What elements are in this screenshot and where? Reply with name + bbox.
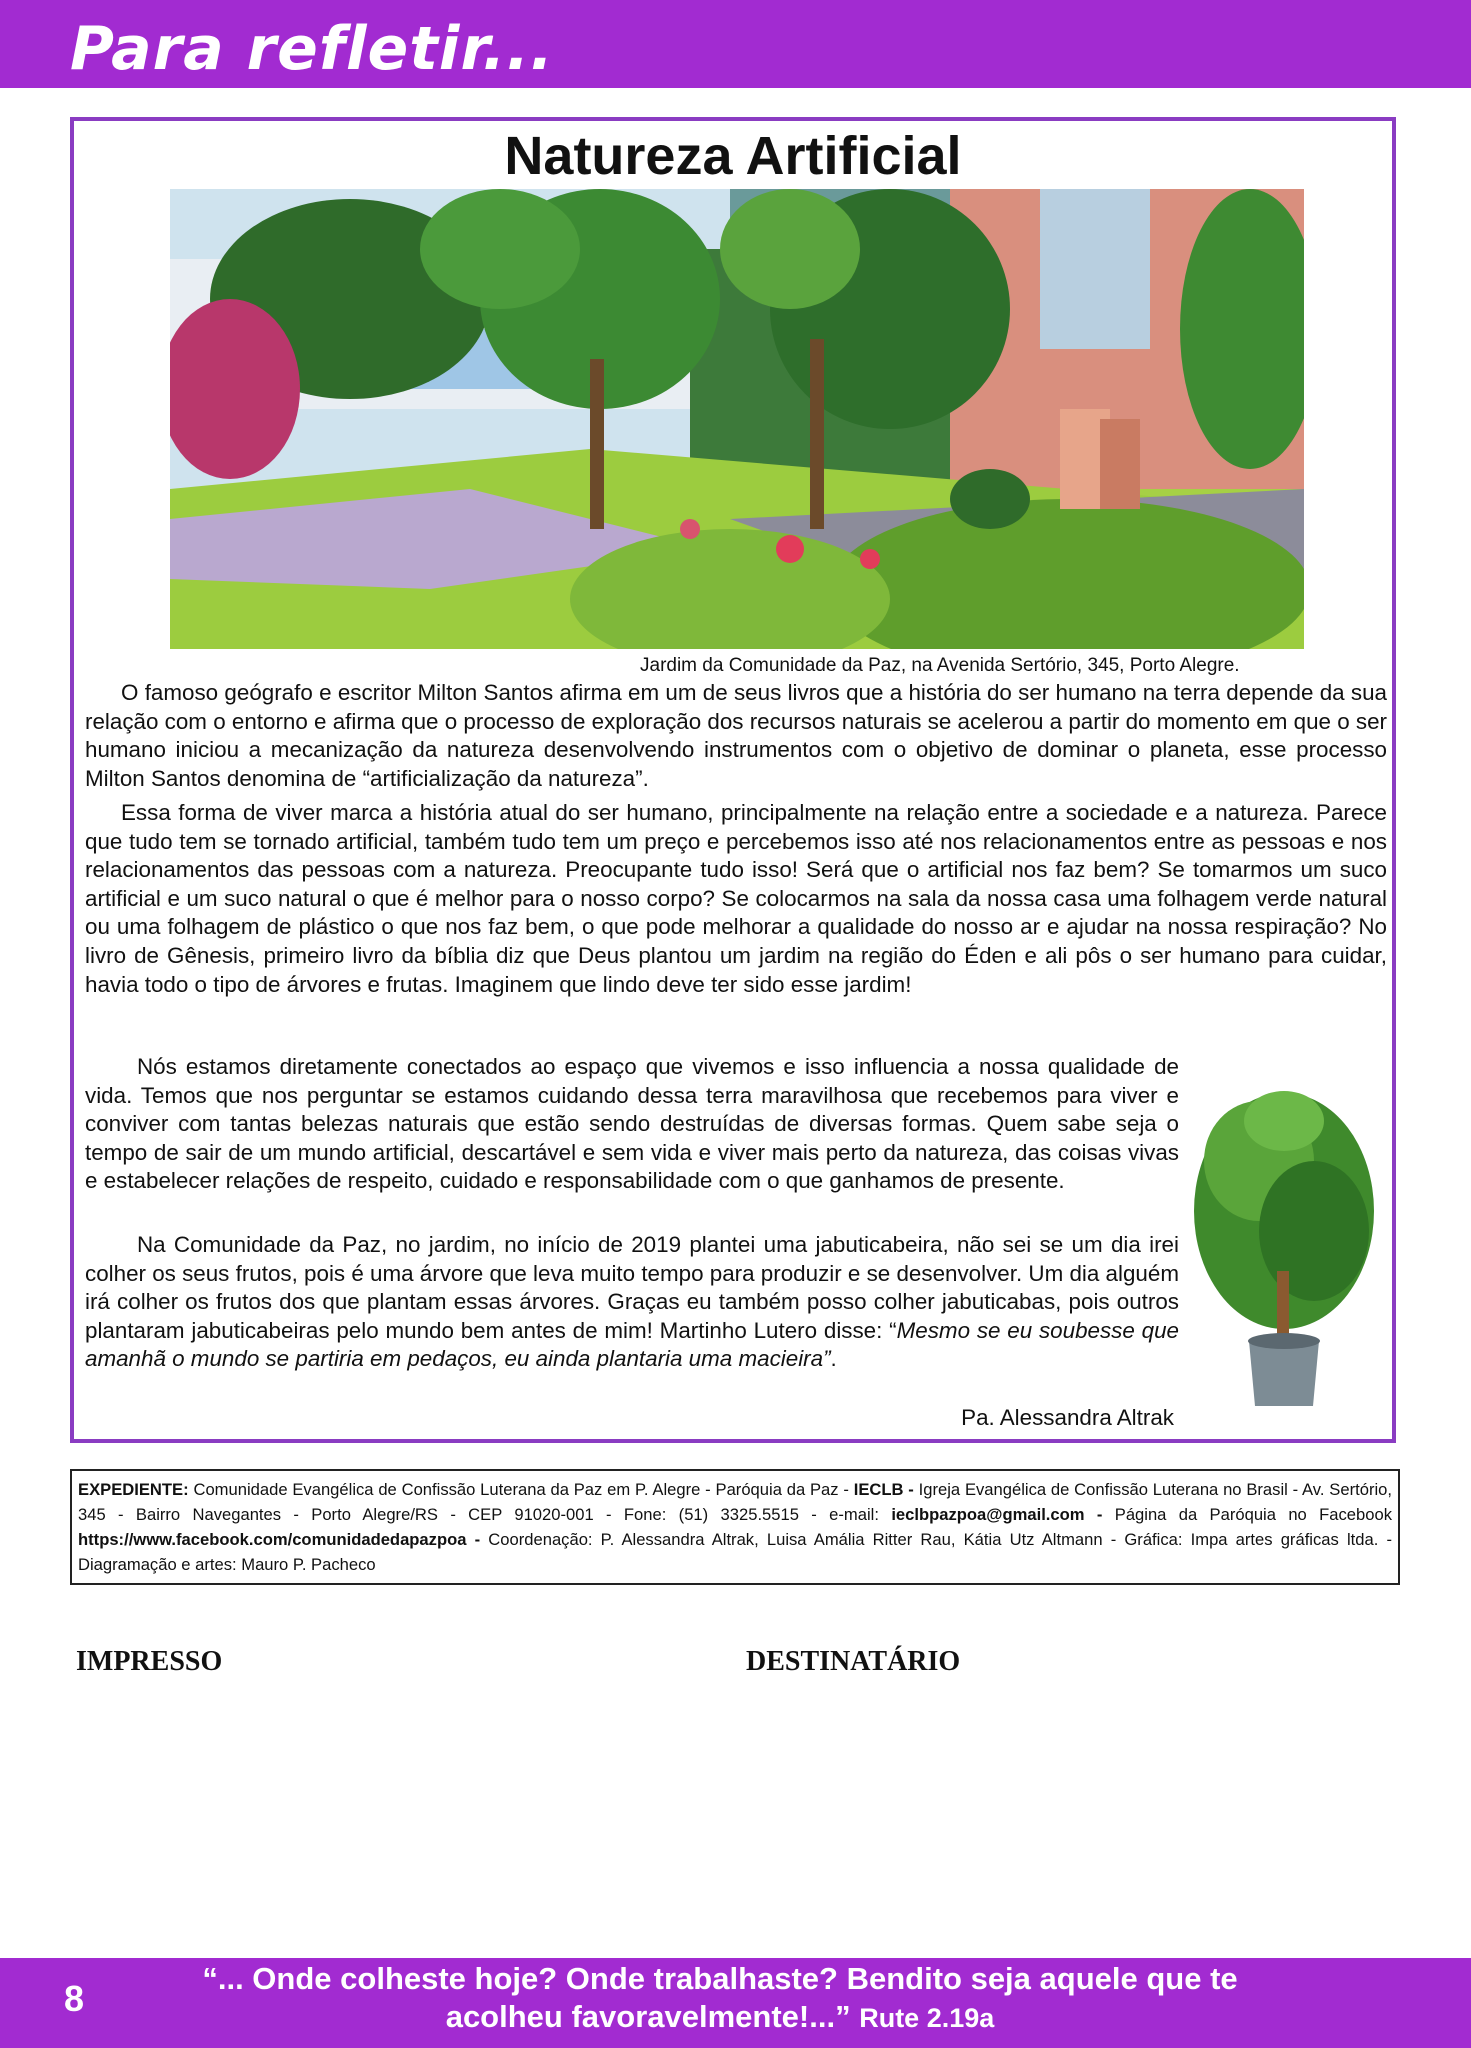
recipient-label: DESTINATÁRIO [746,1646,961,1677]
expediente-box [70,1469,1400,1585]
article-paragraph: Nós estamos diretamente conectados ao espaço que vivemos e isso influencia a nossa qualidade de vida. Temos que nos perguntar se estamos cuidando dessa terra maravilhosa que recebemos para viver e conviver com tantas belezas naturais que estão sendo destruídas de diversas formas. Quem sabe seja o tempo de sair de um mundo artificial, descartável e sem vida e viver mais perto da natureza, das coisas vivas e estabelecer relações de respeito, cuidado e responsabilidade com o que ganhamos de presente. [85,1054,1179,1194]
paragraph-end: . [830,1346,837,1372]
expediente-text: Coordenação: P. Alessandra Altrak, Luisa Amália Ritter Rau, Kátia Utz Altmann - Gráfica: Impa artes gráficas ltda. - Diagramação e artes: Mauro P. Pacheco [78,1530,1392,1574]
article-box [70,117,1396,1443]
article-paragraph: O famoso geógrafo e escritor Milton Santos afirma em um de seus livros que a história do ser humano na terra depende da sua relação com o entorno e afirma que o processo de exploração dos recursos naturais se acelerou a partir do momento em que o ser humano iniciou a mecanização da natureza desenvolvendo instrumentos com o objetivo de dominar o planeta, esse processo Milton Santos denomina de “artificialização da natureza”. [85,680,1387,791]
expediente-label: EXPEDIENTE: [78,1480,189,1499]
article-paragraph [85,1231,1179,1374]
luther-quote: Mesmo se eu soubesse que amanhã o mundo se partiria em pedaços, eu ainda plantaria uma macieira” [85,1317,1179,1372]
author-signature: Pa. Alessandra Altrak [961,1405,1174,1430]
footer-bar [0,1958,1471,2048]
section-title: Para refletir... [70,14,554,84]
photo-caption: Jardim da Comunidade da Paz, na Avenida Sertório, 345, Porto Alegre. [640,655,1240,676]
expediente-text: Comunidade Evangélica de Confissão Luterana da Paz em P. Alegre - Paróquia da Paz - [188,1480,854,1499]
garden-photo [170,189,1304,649]
article-title: Natureza Artificial [504,126,962,186]
article-paragraph: Essa forma de viver marca a história atual do ser humano, principalmente na relação entre a sociedade e a natureza. Parece que tudo tem se tornado artificial, também tudo tem um preço e percebemos isso até nos relacionamentos entre as pessoas e nos relacionamentos das pessoas com a natureza. Preocupante tudo isso! Será que o artificial nos faz bem? Se tomarmos um suco artificial e um suco natural o que é melhor para o nosso corpo? Se colocarmos na sala da nossa casa uma folhagem verde natural ou uma folhagem de plástico o que nos faz bem, o que pode melhorar a qualidade do nosso ar e ajudar na nossa respiração? No livro de Gênesis, primeiro livro da bíblia diz que Deus plantou um jardim na região do Éden e ali pôs o ser humano para cuidar, havia todo o tipo de árvores e frutas. Imaginem que lindo deve ter sido esse jardim! [85,800,1387,997]
expediente-text: Página da Paróquia no Facebook [1102,1505,1392,1524]
expediente-email: ieclbpazpoa@gmail.com - [891,1505,1103,1524]
footer-quote [150,1960,1290,2037]
page-number: 8 [64,1978,85,2019]
expediente-facebook: https://www.facebook.com/comunidadedapazpoa - [78,1530,481,1549]
footer-quote-reference: Rute 2.19a [859,2003,995,2033]
expediente-org: IECLB - [853,1480,914,1499]
paragraph-text: Na Comunidade da Paz, no jardim, no início de 2019 plantei uma jabuticabeira, não sei se um dia irei colher os seus frutos, pois é uma árvore que leva muito tempo para produzir e se desenvolver. Um dia alguém irá colher os frutos dos que plantam essas árvores. Graças eu também posso colher jabuticabas, pois outros plantaram jabuticabeiras pelo mundo bem antes de mim! Martinho Lutero disse: “ [85,1232,1179,1343]
sender-label: IMPRESSO [76,1646,223,1677]
section-header-bar [0,0,1471,88]
footer-quote-line [150,1998,1290,2037]
potted-tree-image [1189,1081,1379,1411]
footer-quote-text: acolheu favoravelmente!...” [445,1999,851,2034]
footer-quote-line: “... Onde colheste hoje? Onde trabalhaste? Bendito seja aquele que te [202,1961,1238,1996]
expediente-text: Igreja Evangélica de Confissão Luterana no Brasil - Av. Sertório, 345 - Bairro Navegantes - Porto Alegre/RS - CEP 91020-001 - Fone: (51) 3325.5515 - e-mail: [78,1480,1392,1524]
